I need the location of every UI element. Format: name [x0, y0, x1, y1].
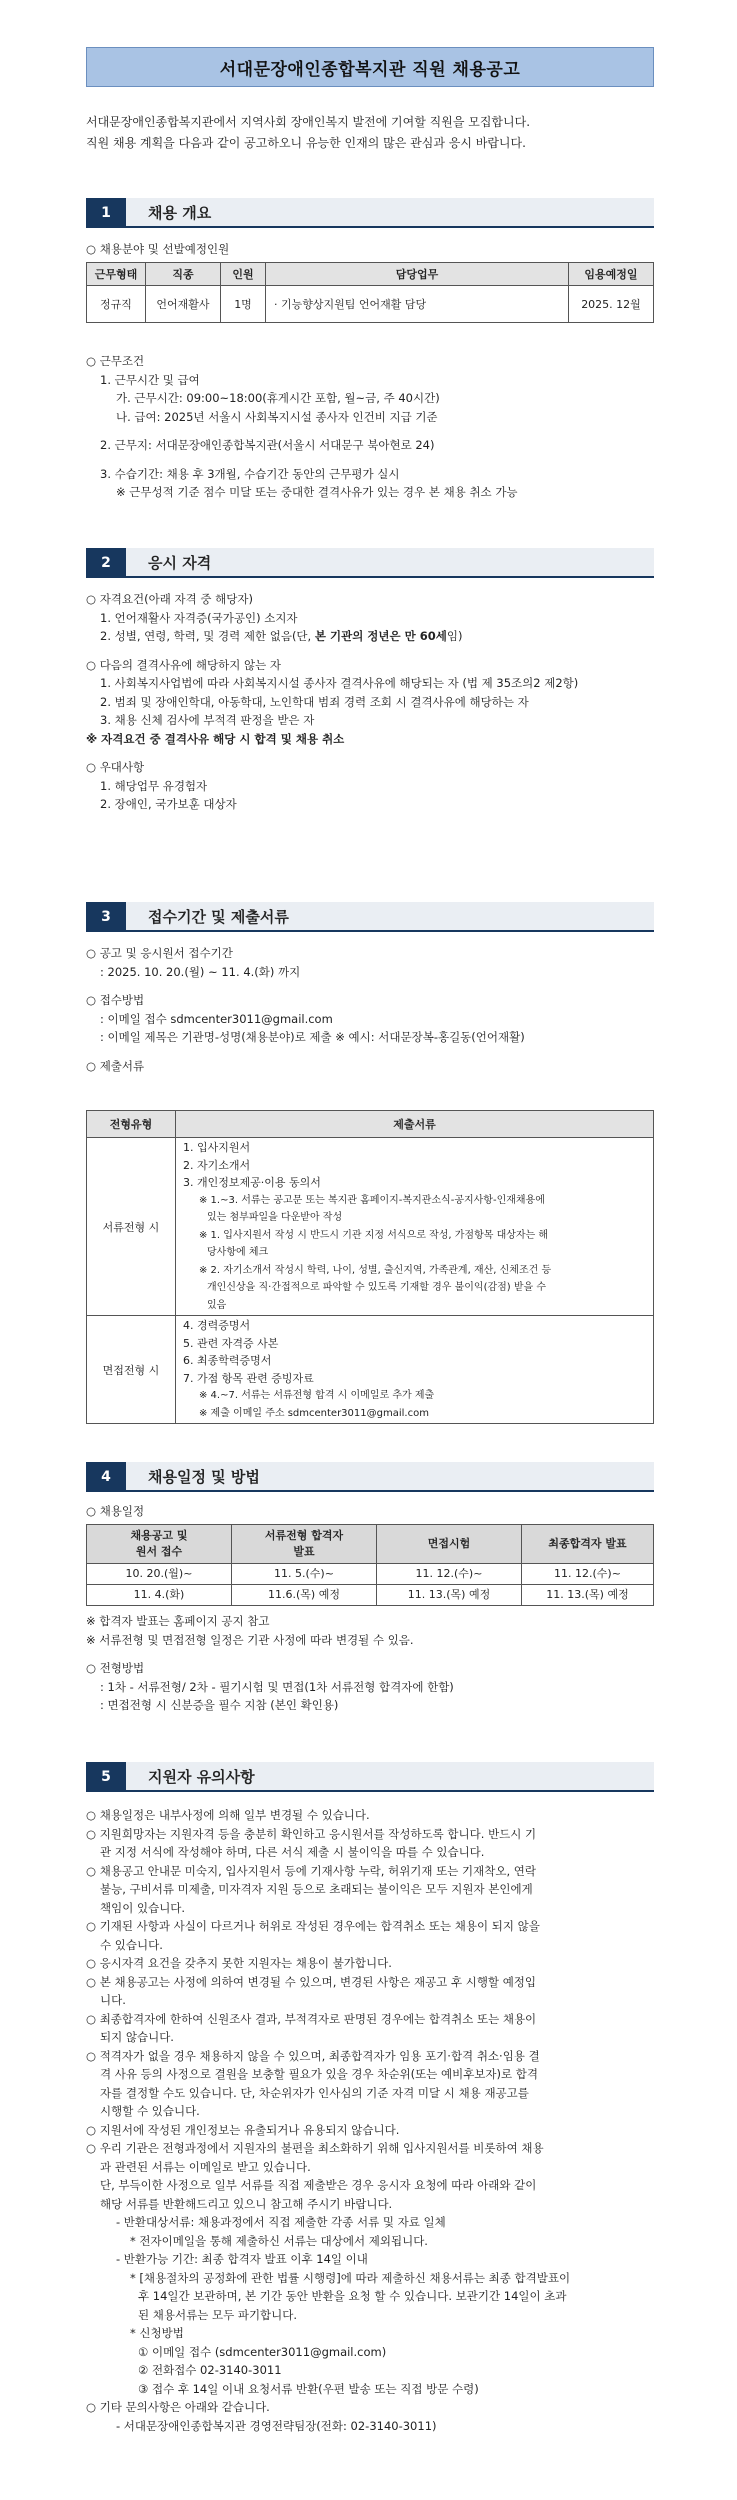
list-item: ○ 우대사항 — [86, 760, 145, 774]
list-item: ※ 합격자 발표는 홈페이지 공지 참고 — [86, 1614, 270, 1628]
list-item: 1. 해당업무 유경험자 — [100, 778, 208, 793]
table-cell — [176, 1316, 654, 1424]
table-cell: 면접전형 시 — [87, 1316, 176, 1424]
doc-note: ※ 2. 자기소개서 작성시 학력, 나이, 성별, 출신지역, 가족관계, 재산, 신체조건 등 — [199, 1264, 552, 1276]
list-item: 관 지정 서식에 작성해야 하며, 다른 서식 제출 시 불이익을 따를 수 있습니다. — [100, 1845, 485, 1859]
table-header-row — [87, 1111, 654, 1138]
table-header: 임용예정일 — [569, 263, 654, 286]
application-info — [86, 944, 686, 1075]
list-item: 가. 근무시간: 09:00~18:00(휴게시간 포함, 월~금, 주 40시간) — [116, 391, 440, 405]
schedule-heading: ○ 채용일정 — [86, 1504, 145, 1518]
list-text: 2. 성별, 연령, 학력, 및 경력 제한 없음(단, — [100, 629, 315, 643]
work-conditions — [86, 352, 686, 502]
list-item: ○ 지원희망자는 지원자격 등을 충분히 확인하고 응시원서를 작성하도록 합니다. 반드시 기 — [86, 1826, 537, 1841]
table-cell: 10. 20.(월)~ — [87, 1564, 232, 1585]
recruit-field-label: ○ 채용분야 및 선발예정인원 — [86, 242, 230, 256]
table-header: 근무형태 — [87, 263, 146, 286]
table-row — [87, 1564, 654, 1585]
table-cell: 2025. 12월 — [569, 286, 654, 323]
list-item: 니다. — [100, 1993, 126, 2007]
table-row — [87, 1138, 654, 1316]
list-item: ○ 본 채용공고는 사정에 의하여 변경될 수 있으며, 변경된 사항은 재공고 후 시행할 예정입 — [86, 1974, 537, 1989]
doc-item: 6. 최종학력증명서 — [183, 1354, 272, 1367]
list-item: 불능, 구비서류 미제출, 미자격자 지원 등으로 초래되는 불이익은 모두 지원자 본인에게 — [100, 1882, 533, 1896]
section-header-4 — [86, 1462, 654, 1492]
list-item: ※ 서류전형 및 면접전형 일정은 기관 사정에 따라 변경될 수 있음. — [86, 1632, 414, 1647]
list-item: ○ 자격요건(아래 자격 중 해당자) — [86, 592, 253, 606]
list-item: ○ 제출서류 — [86, 1058, 145, 1073]
doc-note: 개인신상을 직·간접적으로 파악할 수 있도록 기재할 경우 불이익(감점) 받을 수 — [207, 1282, 547, 1293]
section-header-1 — [86, 198, 654, 228]
list-item: : 1차 - 서류전형/ 2차 - 필기시험 및 면접(1차 서류전형 합격자에 한함) — [100, 1679, 454, 1694]
list-item: 책임이 있습니다. — [100, 1900, 186, 1915]
disqualification-note: ※ 자격요건 중 결격사유 해당 시 합격 및 채용 취소 — [86, 731, 345, 746]
table-header-row — [87, 263, 654, 286]
list-item: - 반환대상서류: 채용과정에서 직접 제출한 각종 서류 및 자료 일체 — [116, 2215, 446, 2229]
table-header: 전형유형 — [87, 1111, 176, 1138]
section-title: 채용일정 및 방법 — [126, 1462, 654, 1492]
qualifications — [86, 590, 686, 814]
table-row — [87, 286, 654, 323]
list-item: ○ 접수방법 — [86, 993, 145, 1007]
section-title: 응시 자격 — [126, 548, 654, 578]
table-row — [87, 1585, 654, 1606]
table-cell: 11. 12.(수)~ — [522, 1564, 654, 1585]
list-item: ○ 근무조건 — [86, 354, 145, 368]
list-item: ○ 다음의 결격사유에 해당하지 않는 자 — [86, 657, 281, 672]
list-item: 후 14일간 보관하며, 본 기간 동안 반환을 요청 할 수 있습니다. 보관기간 14일이 초과 — [138, 2289, 567, 2303]
table-cell: 정규직 — [87, 286, 146, 323]
list-item: ○ 전형방법 — [86, 1661, 145, 1675]
table-cell: 11. 13.(목) 예정 — [377, 1585, 522, 1606]
list-item: : 이메일 제목은 기관명-성명(채용분야)로 제출 ※ 예시: 서대문장복-홍길동(언어재활) — [100, 1030, 525, 1044]
list-item: ○ 공고 및 응시원서 접수기간 — [86, 946, 233, 960]
list-item: 2. 범죄 및 장애인학대, 아동학대, 노인학대 범죄 경력 조회 시 결격사유에 해당하는 자 — [100, 694, 529, 709]
section-header-5 — [86, 1762, 654, 1792]
list-item: 수 있습니다. — [100, 1937, 163, 1952]
list-item: 단, 부득이한 사정으로 일부 서류를 직접 제출받은 경우 응시자 요청에 따라 아래와 같이 — [100, 2178, 537, 2192]
section-header-3 — [86, 902, 654, 932]
intro-line: 서대문장애인종합복지관에서 지역사회 장애인복지 발전에 기여할 직원을 모집합니다. — [86, 115, 531, 129]
list-item: 격 사유 등의 사정으로 결원을 보충할 필요가 있을 경우 차순위(또는 예비후보자)로 합격 — [100, 2067, 538, 2081]
schedule-table — [86, 1524, 654, 1606]
table-cell: 11. 5.(수)~ — [232, 1564, 377, 1585]
section-number: 5 — [86, 1762, 126, 1792]
doc-item: 3. 개인정보제공·이용 동의서 — [183, 1176, 321, 1189]
intro — [86, 112, 686, 154]
doc-note: 있음 — [207, 1299, 227, 1311]
applicant-notes — [86, 1806, 686, 2435]
list-item: ○ 적격자가 없을 경우 채용하지 않을 수 있으며, 최종합격자가 임용 포기·합격 취소·임용 결 — [86, 2048, 540, 2063]
recruit-table — [86, 262, 654, 323]
list-item: * [채용절차의 공정화에 관한 법률 시행령]에 따라 제출하신 채용서류는 최종 합격발표이 — [130, 2270, 571, 2285]
list-item — [86, 627, 686, 646]
list-item: 2. 근무지: 서대문장애인종합복지관(서울시 서대문구 북아현로 24) — [100, 438, 435, 452]
list-item: * 전자이메일을 통해 제출하신 서류는 대상에서 제외됩니다. — [130, 2233, 428, 2248]
section-number: 4 — [86, 1462, 126, 1492]
list-item: - 서대문장애인종합복지관 경영전략팀장(전화: 02-3140-3011) — [116, 2418, 437, 2433]
doc-item: 5. 관련 자격증 사본 — [183, 1336, 279, 1350]
section-title: 접수기간 및 제출서류 — [126, 902, 654, 932]
list-text: 임) — [446, 629, 463, 643]
table-header: 담당업무 — [266, 263, 569, 286]
table-cell: 11. 13.(목) 예정 — [522, 1585, 654, 1606]
list-item: ① 이메일 접수 (sdmcenter3011@gmail.com) — [138, 2344, 387, 2359]
list-item: 된 채용서류는 모두 파기합니다. — [138, 2307, 298, 2322]
table-row — [87, 1316, 654, 1424]
list-item: ○ 채용공고 안내문 미숙지, 입사지원서 등에 기재사항 누락, 허위기재 또는 기재착오, 연락 — [86, 1863, 537, 1878]
table-cell: 11. 4.(화) — [87, 1585, 232, 1606]
list-item: 3. 수습기간: 채용 후 3개월, 수습기간 동안의 근무평가 실시 — [100, 466, 400, 481]
doc-item: 2. 자기소개서 — [183, 1158, 251, 1172]
list-item: 되지 않습니다. — [100, 2030, 174, 2044]
list-item: 나. 급여: 2025년 서울시 사회복지시설 종사자 인건비 지급 기준 — [116, 409, 438, 424]
table-cell: 11.6.(목) 예정 — [232, 1585, 377, 1606]
list-item: ○ 최종합격자에 한하여 신원조사 결과, 부적격자로 판명된 경우에는 합격취소 또는 채용이 — [86, 2011, 537, 2026]
list-item: 1. 사회복지사업법에 따라 사회복지시설 종사자 결격사유에 해당되는 자 (법 제 35조의2 제2항) — [100, 676, 579, 690]
doc-note: 있는 첨부파일을 다운받아 작성 — [207, 1212, 343, 1223]
section-number: 1 — [86, 198, 126, 228]
table-cell — [176, 1138, 654, 1316]
documents-table — [86, 1110, 654, 1424]
list-item: 해당 서류를 반환해드리고 있으니 참고해 주시기 바랍니다. — [100, 2196, 393, 2211]
section-header-2 — [86, 548, 654, 578]
table-header: 제출서류 — [176, 1111, 654, 1138]
section-title: 채용 개요 — [126, 198, 654, 228]
table-header: 직종 — [146, 263, 221, 286]
sec1-label — [86, 240, 686, 259]
section-title: 지원자 유의사항 — [126, 1762, 654, 1792]
list-item: 1. 근무시간 및 급여 — [100, 372, 200, 387]
table-header: 채용공고 및 원서 접수 — [87, 1525, 232, 1564]
table-header-row — [87, 1525, 654, 1564]
list-item: ○ 응시자격 요건을 갖추지 못한 지원자는 채용이 불가합니다. — [86, 1956, 392, 1970]
table-cell: 11. 12.(수)~ — [377, 1564, 522, 1585]
list-item: ○ 우리 기관은 전형과정에서 지원자의 불편을 최소화하기 위해 입사지원서를 비롯하여 채용 — [86, 2141, 544, 2155]
table-cell: 언어재활사 — [146, 286, 221, 323]
table-header: 최종합격자 발표 — [522, 1525, 654, 1564]
table-header: 인원 — [221, 263, 266, 286]
doc-note: ※ 제출 이메일 주소 sdmcenter3011@gmail.com — [199, 1407, 429, 1419]
list-item: ※ 근무성적 기준 점수 미달 또는 중대한 결격사유가 있는 경우 본 채용 취소 가능 — [116, 485, 518, 499]
doc-note: 당사항에 체크 — [207, 1247, 269, 1258]
doc-note: ※ 1.~3. 서류는 공고문 또는 복지관 홈페이지-복지관소식-공지사항-인재채용에 — [199, 1194, 545, 1206]
schedule-label — [86, 1502, 686, 1521]
table-cell: · 기능향상지원팀 언어재활 담당 — [266, 286, 569, 323]
list-item: 시행할 수 있습니다. — [100, 2104, 200, 2118]
list-item: ○ 채용일정은 내부사정에 의해 일부 변경될 수 있습니다. — [86, 1808, 370, 1822]
list-item: 3. 채용 신체 검사에 부적격 판정을 받은 자 — [100, 713, 315, 727]
doc-item: 4. 경력증명서 — [183, 1319, 251, 1332]
list-item: - 반환가능 기간: 최종 합격자 발표 이후 14일 이내 — [116, 2252, 368, 2266]
doc-note: ※ 4.~7. 서류는 서류전형 합격 시 이메일로 추가 제출 — [199, 1390, 435, 1401]
list-item: 자를 결정할 수도 있습니다. 단, 차순위자가 인사심의 기준 자격 미달 시 채용 재공고를 — [100, 2085, 529, 2100]
list-item: : 이메일 접수 sdmcenter3011@gmail.com — [100, 1011, 333, 1026]
doc-note: ※ 1. 입사지원서 작성 시 반드시 기관 지정 서식으로 작성, 가점항목 대상자는 해 — [199, 1229, 549, 1241]
section-number: 2 — [86, 548, 126, 578]
doc-item: 1. 입사지원서 — [183, 1141, 251, 1154]
table-header: 서류전형 합격자 발표 — [232, 1525, 377, 1564]
doc-item: 7. 가점 항목 관련 증빙자료 — [183, 1371, 314, 1385]
list-item: ② 전화접수 02-3140-3011 — [138, 2363, 282, 2377]
section-number: 3 — [86, 902, 126, 932]
list-item: : 면접전형 시 신분증을 필수 지참 (본인 확인용) — [100, 1698, 339, 1712]
table-cell: 1명 — [221, 286, 266, 323]
list-item: ○ 기재된 사항과 사실이 다르거나 허위로 작성된 경우에는 합격취소 또는 채용이 되지 않을 — [86, 1919, 540, 1933]
list-item: ③ 접수 후 14일 이내 요청서류 반환(우편 발송 또는 직접 방문 수령) — [138, 2381, 479, 2396]
list-item: * 신청방법 — [130, 2326, 184, 2340]
list-item: 과 관련된 서류는 이메일로 받고 있습니다. — [100, 2159, 311, 2174]
list-item: ○ 기타 문의사항은 아래와 같습니다. — [86, 2400, 270, 2414]
list-item: ○ 지원서에 작성된 개인정보는 유출되거나 유용되지 않습니다. — [86, 2122, 400, 2137]
list-item: 2. 장애인, 국가보훈 대상자 — [100, 797, 237, 811]
table-header: 면접시험 — [377, 1525, 522, 1564]
list-item: : 2025. 10. 20.(월) ~ 11. 4.(화) 까지 — [100, 964, 301, 979]
list-item: 1. 언어재활사 자격증(국가공인) 소지자 — [100, 610, 298, 625]
retirement-age: 본 기관의 정년은 만 60세 — [314, 629, 447, 643]
intro-line: 직원 채용 계획을 다음과 같이 공고하오니 유능한 인재의 많은 관심과 응시 바랍니다. — [86, 136, 526, 150]
table-cell: 서류전형 시 — [87, 1138, 176, 1316]
page-title: 서대문장애인종합복지관 직원 채용공고 — [86, 47, 654, 87]
schedule-notes — [86, 1612, 686, 1715]
